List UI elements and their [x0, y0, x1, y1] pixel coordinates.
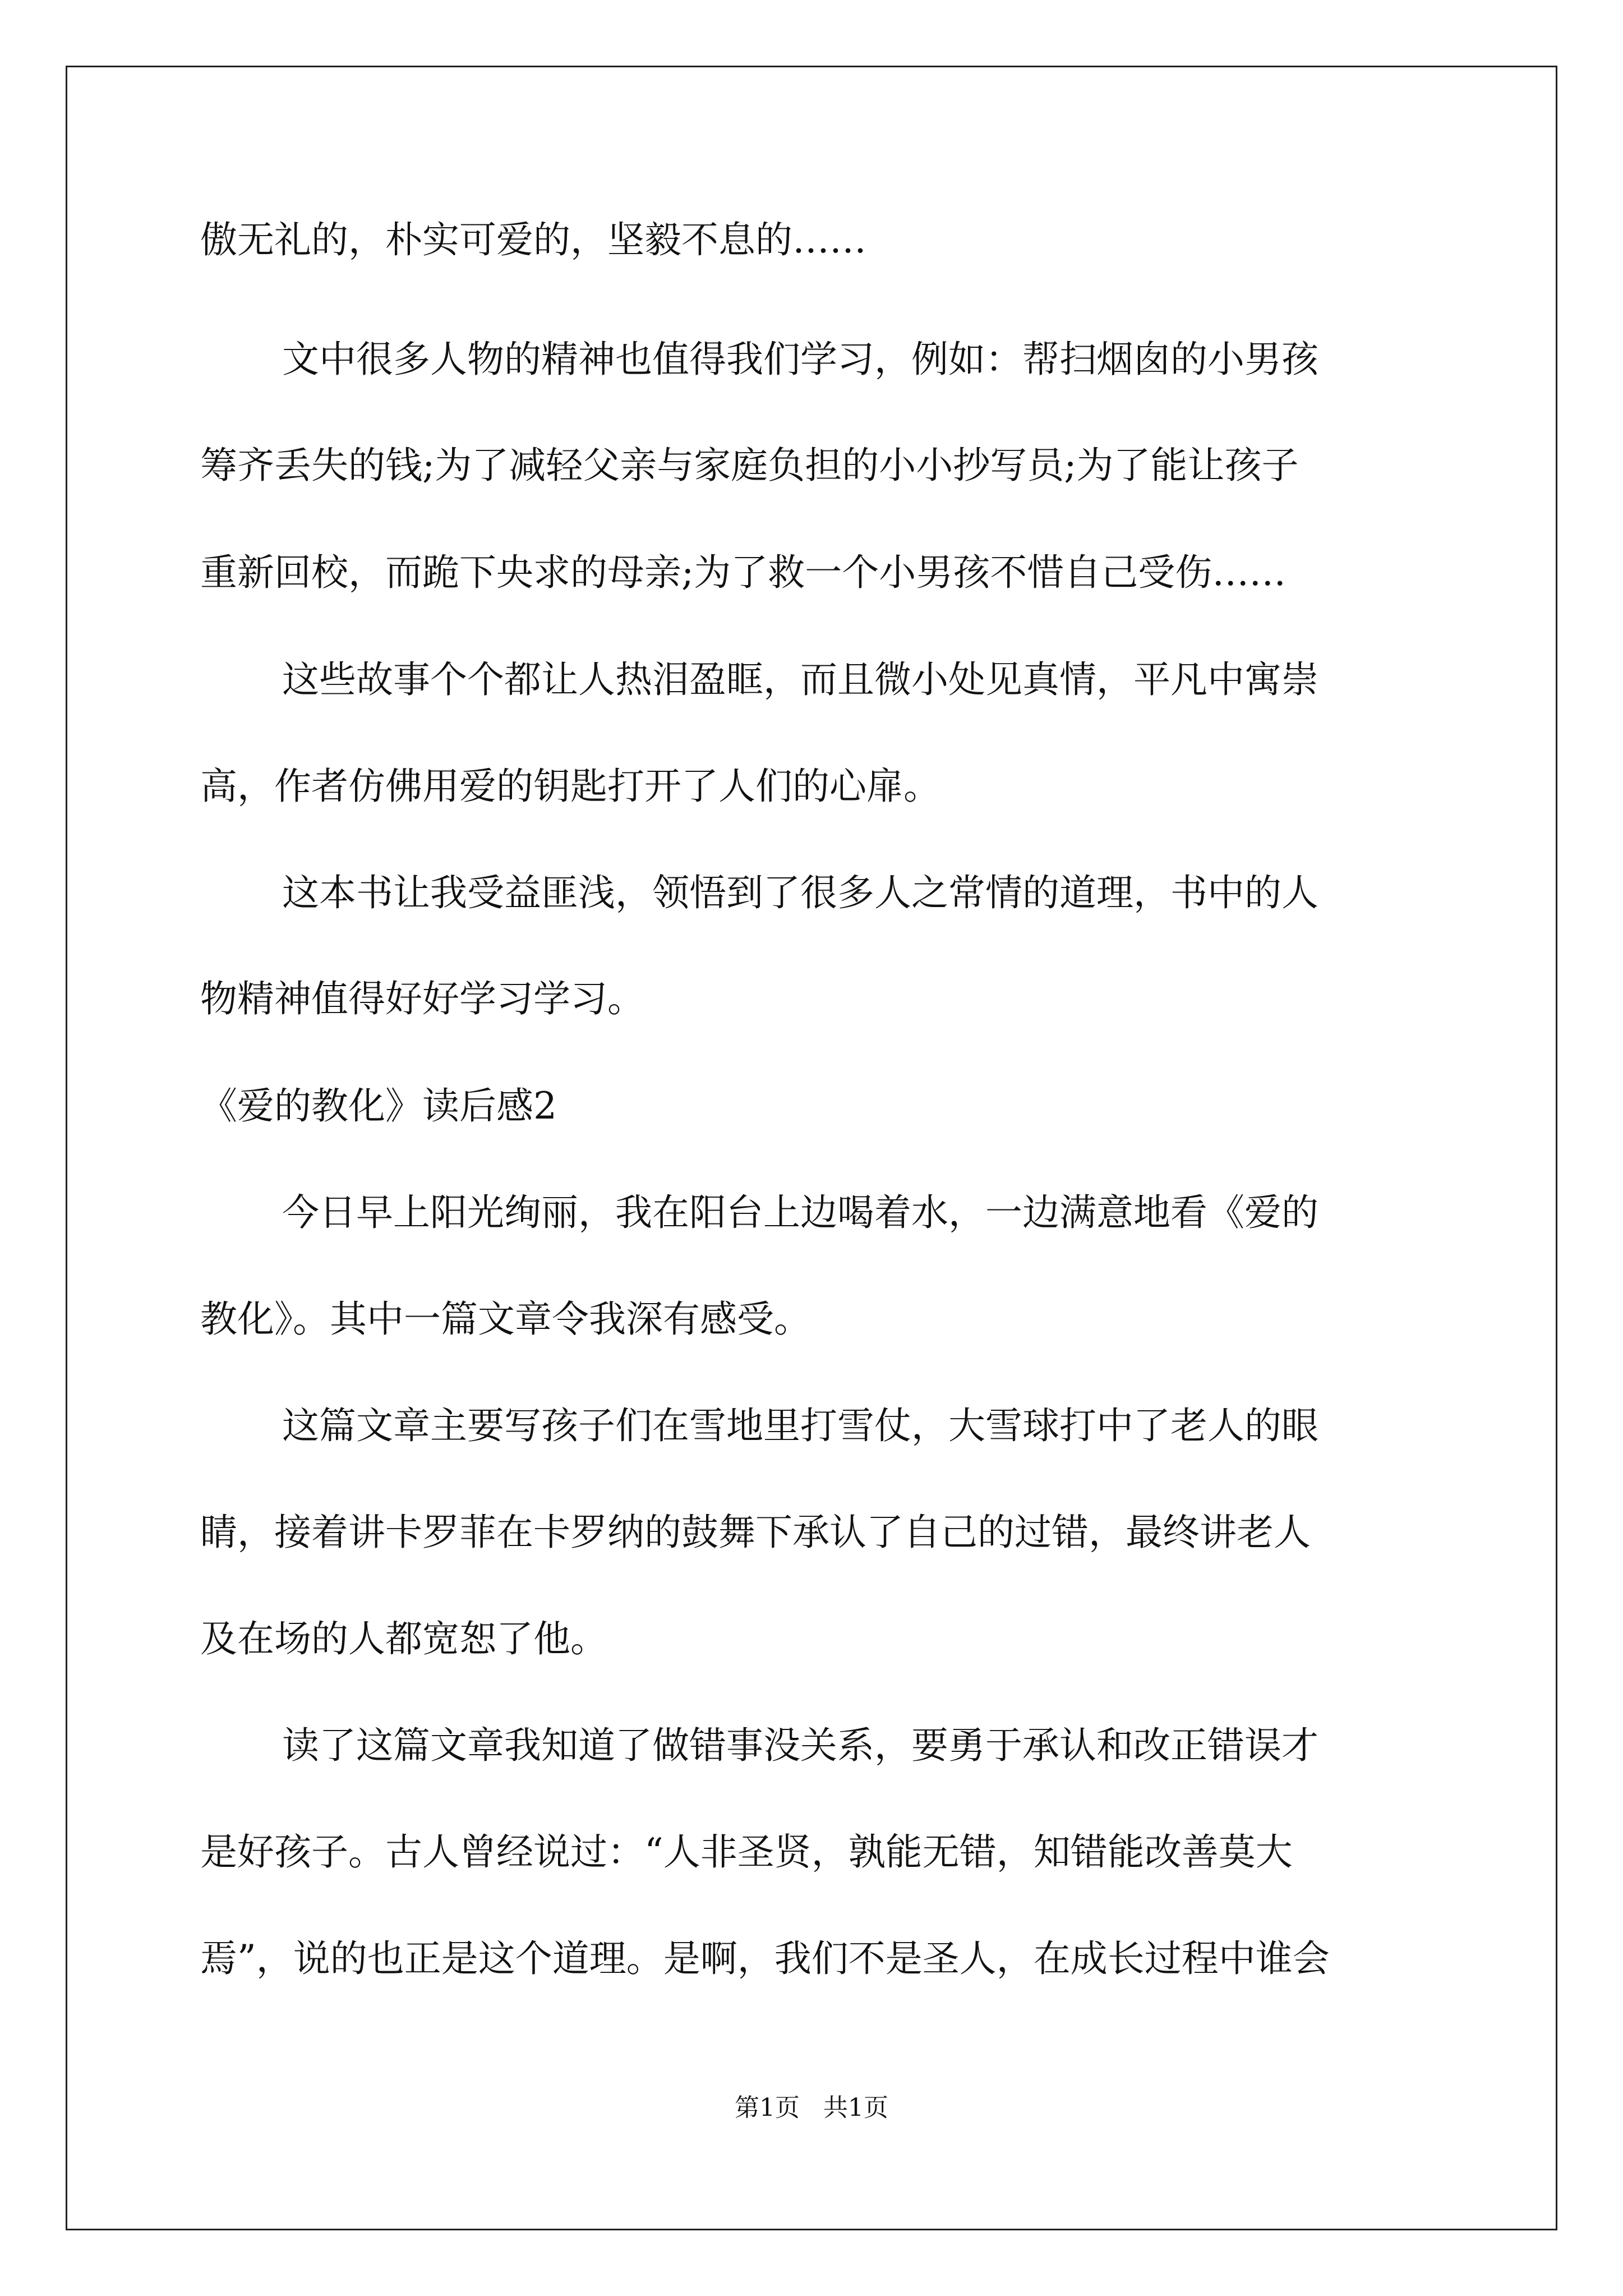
paragraph-start-line: 这些故事个个都让人热泪盈眶，而且微小处见真情，平凡中寓崇	[282, 658, 1318, 701]
text-line: 傲无礼的，朴实可爱的，坚毅不息的……	[200, 218, 866, 261]
paragraph-start-line: 读了这篇文章我知道了做错事没关系，要勇于承认和改正错误才	[282, 1724, 1318, 1767]
text-line: 重新回校，而跪下央求的母亲;为了救一个小男孩不惜自己受伤……	[200, 551, 1287, 594]
paragraph-start-line: 文中很多人物的精神也值得我们学习，例如：帮扫烟囱的小男孩	[282, 338, 1318, 381]
paragraph-start-line: 今日早上阳光绚丽，我在阳台上边喝着水，一边满意地看《爱的	[282, 1191, 1318, 1234]
text-line: 是好孩子。古人曾经说过：“人非圣贤，孰能无错，知错能改善莫大	[200, 1830, 1293, 1874]
paragraph-start-line: 这本书让我受益匪浅，领悟到了很多人之常情的道理，书中的人	[282, 871, 1318, 914]
text-line: 焉”，说的也正是这个道理。是啊，我们不是圣人，在成长过程中谁会	[200, 1937, 1330, 1980]
text-line: 物精神值得好好学习学习。	[200, 977, 644, 1020]
section-heading: 《爱的教化》读后感2	[200, 1084, 557, 1128]
text-line: 筹齐丢失的钱;为了减轻父亲与家庭负担的小小抄写员;为了能让孩子	[200, 444, 1299, 487]
page-border	[66, 66, 1557, 2230]
text-line: 高，作者仿佛用爱的钥匙打开了人们的心扉。	[200, 765, 940, 808]
page-number-footer: 第1页 共1页	[735, 2093, 888, 2122]
text-line: 教化》。其中一篇文章令我深有感受。	[200, 1297, 811, 1341]
paragraph-start-line: 这篇文章主要写孩子们在雪地里打雪仗，大雪球打中了老人的眼	[282, 1404, 1318, 1447]
text-line: 睛，接着讲卡罗菲在卡罗纳的鼓舞下承认了自己的过错，最终讲老人	[200, 1511, 1311, 1554]
text-line: 及在场的人都宽恕了他。	[200, 1617, 607, 1660]
